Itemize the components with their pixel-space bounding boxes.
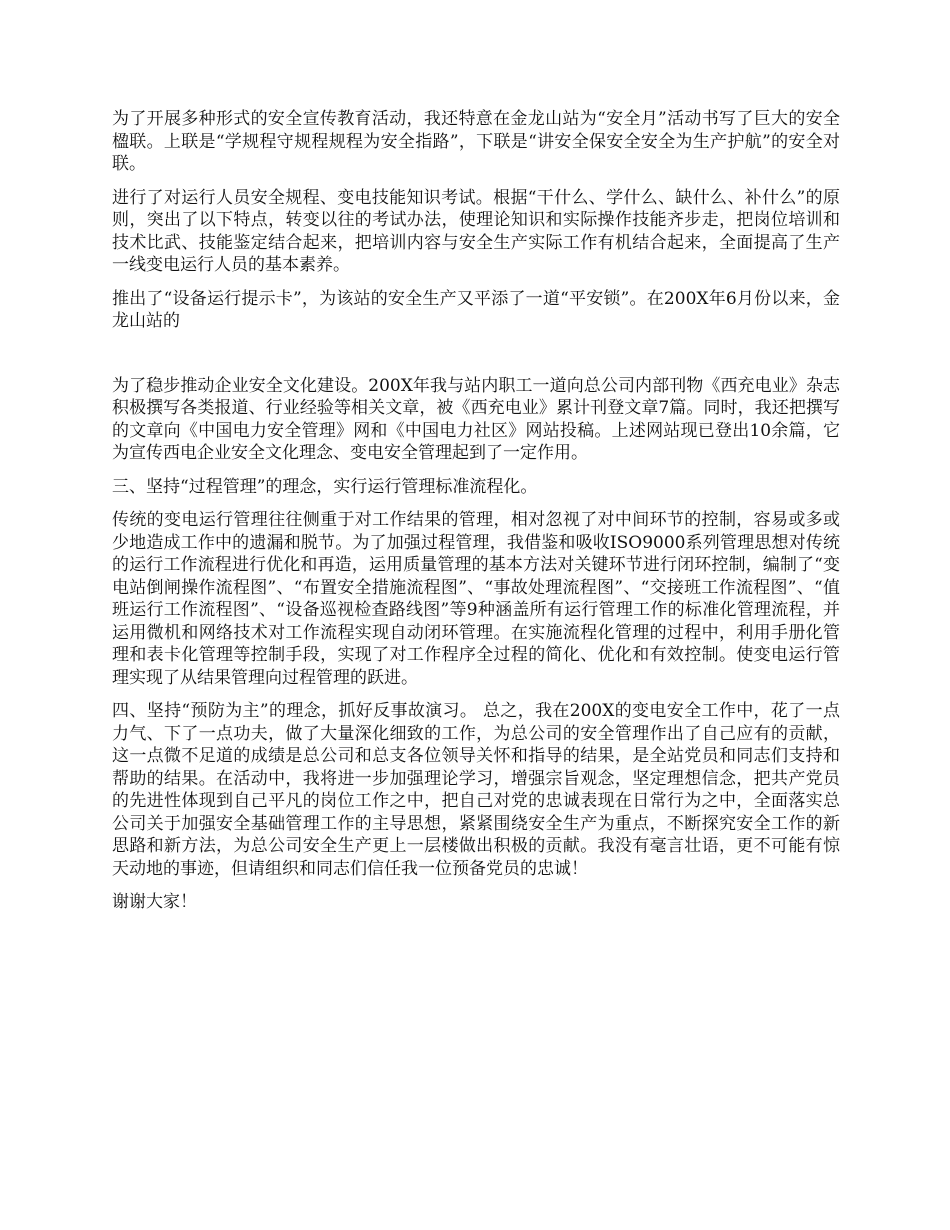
paragraph-reminder-card: 推出了“设备运行提示卡”，为该站的安全生产又平添了一道“平安锁”。在200X年6月份以来，金龙山站的 [112, 288, 840, 331]
closing-thanks: 谢谢大家！ [112, 892, 197, 912]
paragraph-prevention-summary: 四、坚持“预防为主”的理念，抓好反事故演习。 总之，我在200X的变电安全工作中，花了一点力气、下了一点功夫，做了大量深化细致的工作，为总公司的安全管理作出了自己应有的贡献，这一点微不足道的成绩是总公司和总支各位领导关怀和指导的结果，是全站党员和同志们支持和帮助的结果。在活动中，我将进一步加强理论学习，增强宗旨观念，坚定理想信念，把共产党员的先进性体现到自己平凡的岗位工作之中，把自己对党的忠诚表现在日常行为之中，全面落实总公司关于加强安全基础管理工作的主导思想，紧紧围绕安全生产为重点，不断探究安全工作的新思路和新方法，为总公司安全生产更上一层楼做出积极的贡献。我没有毫言壮语，更不可能有惊天动地的事迹，但请组织和同志们信任我一位预备党员的忠诚！ [112, 701, 840, 879]
section-heading-process-management: 三、坚持“过程管理”的理念，实行运行管理标准流程化。 [112, 476, 538, 497]
paragraph-skills-exam: 进行了对运行人员安全规程、变电技能知识考试。根据“干什么、学什么、缺什么、补什么”的原则，突出了以下特点，转变以往的考试办法，使理论知识和实际操作技能齐步走，把岗位培训和技术比武、技能鉴定结合起来，把培训内容与安全生产实际工作有机结合起来，全面提高了生产一线变电运行人员的基本素养。 [112, 187, 840, 275]
document-body [112, 108, 840, 925]
paragraph-safety-culture: 为了稳步推动企业安全文化建设。200X年我与站内职工一道向总公司内部刊物《西充电业》杂志积极撰写各类报道、行业经验等相关文章，被《西充电业》累计刊登文章7篇。同时，我还把撰写的文章向《中国电力安全管理》网和《中国电力社区》网站投稿。上述网站现已登出10余篇，它为宣传西电企业安全文化理念、变电安全管理起到了一定作用。 [112, 375, 840, 463]
paragraph-process-management: 传统的变电运行管理往往侧重于对工作结果的管理，相对忽视了对中间环节的控制，容易或多或少地造成工作中的遗漏和脱节。为了加强过程管理，我借鉴和吸收ISO9000系列管理思想对传统的运行工作流程进行优化和再造，运用质量管理的基本方法对关键环节进行闭环控制，编制了“变电站倒闸操作流程图”、“布置安全措施流程图”、“事故处理流程图”、“交接班工作流程图”、“值班运行工作流程图”、“设备巡视检查路线图”等9种涵盖所有运行管理工作的标准化管理流程，并运用微机和网络技术对工作流程实现自动闭环管理。在实施流程化管理的过程中，利用手册化管理和表卡化管理等控制手段，实现了对工作程序全过程的简化、优化和有效控制。使变电运行管理实现了从结果管理向过程管理的跃进。 [112, 510, 840, 688]
paragraph-safety-couplet: 为了开展多种形式的安全宣传教育活动，我还特意在金龙山站为“安全月”活动书写了巨大的安全楹联。上联是“学规程守规程规程为安全指路”，下联是“讲安全保安全安全为生产护航”的安全对联。 [112, 109, 840, 174]
